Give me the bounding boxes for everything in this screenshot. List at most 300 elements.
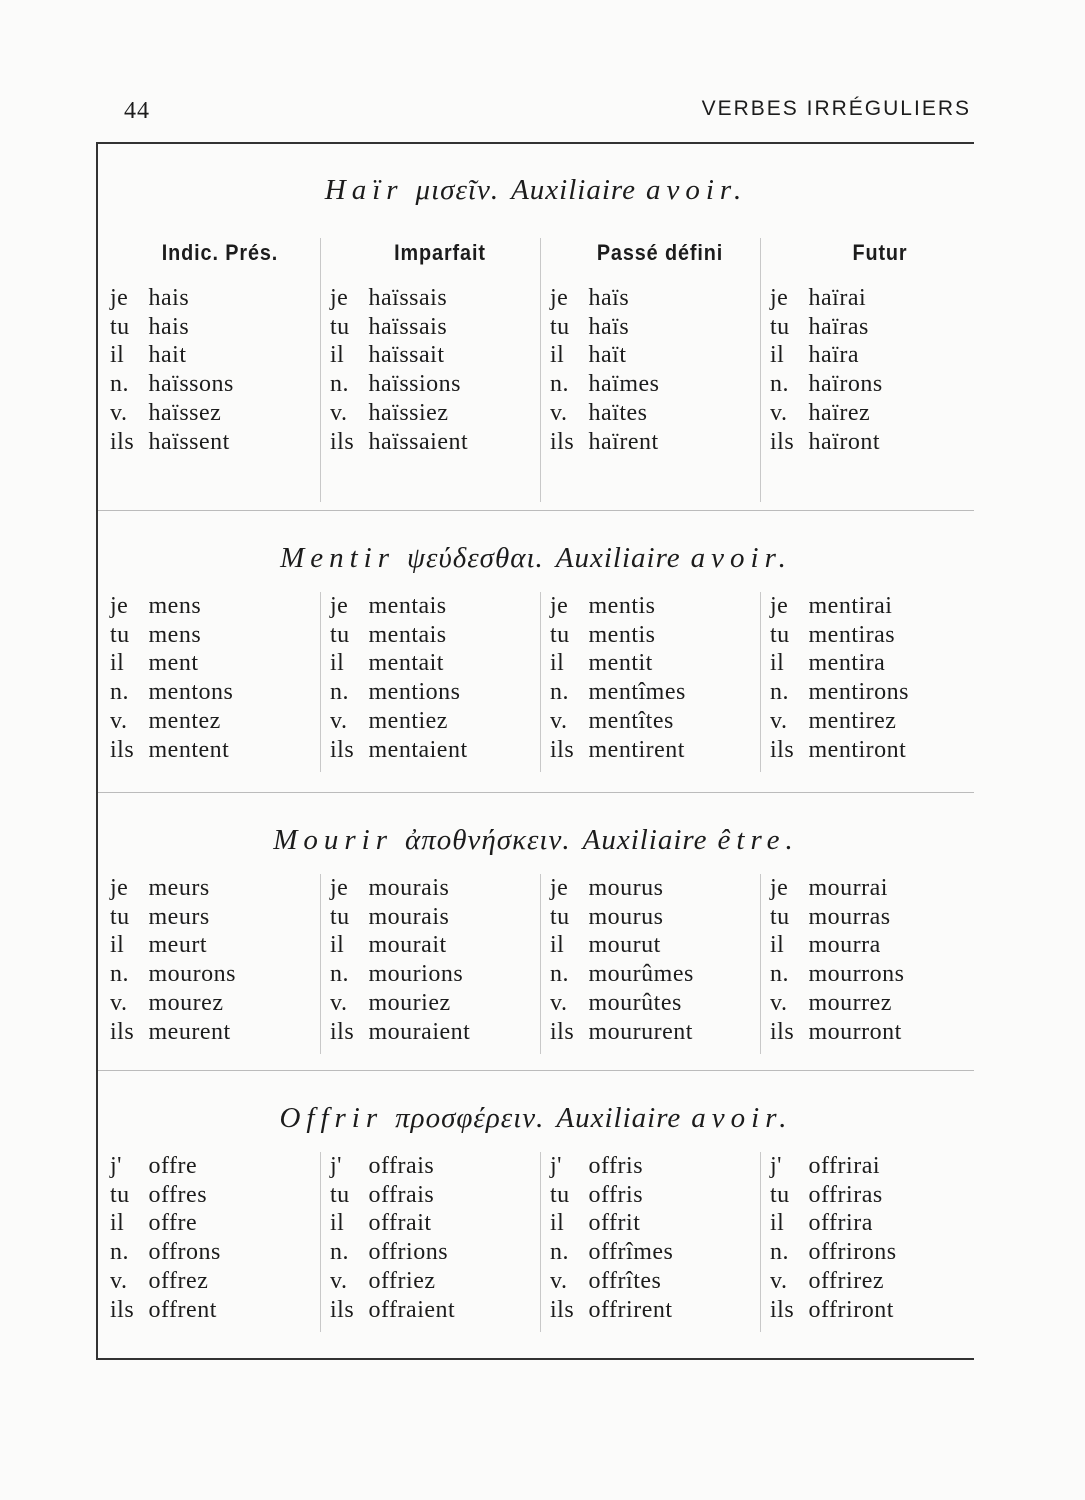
conjugated-form [330,1267,550,1296]
greek-translation: ψεύδεσθαι. [407,542,544,574]
conjugated-form [550,1018,770,1047]
verb-form: mourrai [802,875,888,901]
pronoun: v. [770,707,788,734]
conjugated-form [110,736,330,765]
pronoun: ils [330,736,355,763]
verb-form: hais [142,285,190,311]
verb-name: Offrir [279,1102,384,1134]
verb-form: mentait [362,650,444,677]
verb-form: mouriez [362,989,451,1016]
auxiliary-label: Auxiliaire [582,824,708,856]
conjugated-form [550,1209,770,1238]
tense-column [330,592,550,764]
pronoun: v. [550,989,568,1016]
auxiliary-verb: être. [717,824,799,856]
verb-form: mentirons [802,679,909,706]
pronoun: je [330,593,349,619]
pronoun: tu [550,313,570,340]
conjugated-form [330,1152,550,1181]
verb-form: haïssions [362,371,462,398]
verb-name: Mourir [273,824,394,856]
conjugated-form [330,1296,550,1325]
pronoun: il [330,650,345,677]
tense-column [550,1152,770,1324]
conjugated-form [770,370,990,399]
conjugated-form [770,1181,990,1210]
pronoun: je [550,285,569,311]
verb-form: mourus [582,903,664,930]
verb-form: offrons [142,1239,221,1266]
verb-form: mourait [362,932,447,959]
pronoun: n. [550,1239,569,1266]
conjugated-form [110,428,330,457]
conjugated-form [770,1018,990,1047]
conjugated-form [550,707,770,736]
pronoun: n. [550,371,569,398]
pronoun: je [770,875,789,901]
conjugated-form [330,1181,550,1210]
pronoun: n. [330,1239,349,1266]
verb-form: mourra [802,932,881,959]
verb-form: mentîtes [582,707,674,734]
tense-header: Imparfait [394,240,486,265]
verb-form: hais [142,313,190,340]
pronoun: n. [110,679,129,706]
pronoun: v. [550,1267,568,1294]
conjugated-form [550,313,770,342]
pronoun: n. [110,961,129,988]
verb-form: mentirai [802,593,893,619]
conjugated-form [550,649,770,678]
conjugated-form [770,313,990,342]
conjugated-form [110,313,330,342]
auxiliary-label: Auxiliaire [556,1102,682,1134]
conjugated-form [330,678,550,707]
tense-column [110,592,330,764]
page-number: 44 [124,98,150,124]
pronoun: je [330,875,349,901]
verb-form: mentions [362,679,461,706]
pronoun: ils [550,1018,575,1045]
verb-title [98,1102,974,1135]
conjugated-form [110,903,330,932]
tense-column [550,874,770,1046]
verb-form: offrirai [802,1153,881,1179]
conjugated-form [110,1018,330,1047]
verb-form: offrez [142,1267,209,1294]
verb-form: mentez [142,707,221,734]
pronoun: je [110,593,129,619]
pronoun: ils [770,1018,795,1045]
verb-form: offrirent [582,1296,673,1323]
pronoun: tu [110,903,130,930]
pronoun: il [330,1210,345,1237]
pronoun: v. [770,1267,788,1294]
conjugated-form [110,1296,330,1325]
verb-form: offres [142,1181,208,1208]
pronoun: ils [550,1296,575,1323]
conjugated-form [330,707,550,736]
conjugated-form [330,736,550,765]
pronoun: il [770,932,785,959]
verb-form: offriez [362,1267,436,1294]
pronoun: j' [770,1153,782,1179]
tense-column [330,238,550,456]
verb-form: meurent [142,1018,231,1045]
pronoun: tu [330,903,350,930]
verb-form: offris [582,1181,644,1208]
pronoun: v. [110,989,128,1016]
pronoun: v. [550,399,568,426]
pronoun: v. [110,707,128,734]
verb-form: haïssons [142,371,234,398]
pronoun: il [110,650,125,677]
conjugated-form [330,284,550,313]
verb-form: offrais [362,1181,435,1208]
pronoun: n. [330,371,349,398]
verb-form: haïssais [362,285,448,311]
conjugated-form [550,341,770,370]
conjugated-form [330,649,550,678]
verb-form: offrions [362,1239,449,1266]
verb-form: haïras [802,313,869,340]
pronoun: n. [770,961,789,988]
conjugated-form [550,1152,770,1181]
conjugated-form [770,678,990,707]
verb-section-mentir [98,510,974,792]
verb-form: mourais [362,903,450,930]
pronoun: ils [110,1018,135,1045]
verb-form: offrira [802,1210,873,1237]
conjugated-form [110,284,330,313]
verb-form: mentiez [362,707,448,734]
verb-form: offre [142,1210,198,1237]
pronoun: tu [330,1181,350,1208]
conjugated-form [770,874,990,903]
conjugated-form [110,592,330,621]
verb-form: mentira [802,650,886,677]
pronoun: ils [330,1296,355,1323]
verb-form: haïront [802,428,880,455]
pronoun: n. [550,961,569,988]
pronoun: v. [330,1267,348,1294]
auxiliary-verb: avoir. [690,542,792,574]
conjugated-form [330,313,550,342]
pronoun: il [330,342,345,369]
verb-form: haïmes [582,371,660,398]
conjugated-form [770,903,990,932]
conjugated-form [770,989,990,1018]
conjugated-form [110,399,330,428]
tense-column [770,874,990,1046]
verb-form: haïrent [582,428,659,455]
pronoun: tu [110,313,130,340]
pronoun: tu [110,1181,130,1208]
conjugated-form [770,341,990,370]
verb-form: mentent [142,736,230,763]
verb-form: hait [142,342,187,369]
verb-form: mourront [802,1018,902,1045]
tense-header: Passé défini [596,240,724,265]
verb-form: offris [582,1153,644,1179]
verb-form: haïssiez [362,399,449,426]
pronoun: il [550,650,565,677]
pronoun: tu [770,903,790,930]
pronoun: je [110,875,129,901]
conjugated-form [330,903,550,932]
verb-form: mentirez [802,707,897,734]
tense-column [330,874,550,1046]
conjugated-form [110,707,330,736]
verb-form: offrîtes [582,1267,662,1294]
conjugated-form [770,284,990,313]
verb-form: haïssait [362,342,445,369]
pronoun: v. [550,707,568,734]
verb-form: haïssent [142,428,230,455]
verb-form: mourions [362,961,464,988]
verb-form: mourais [362,875,450,901]
pronoun: v. [330,707,348,734]
pronoun: v. [110,1267,128,1294]
verb-form: mourus [582,875,664,901]
verb-form: mourons [142,961,236,988]
verb-form: offrirez [802,1267,885,1294]
pronoun: n. [330,679,349,706]
tense-column [770,1152,990,1324]
verb-form: offraient [362,1296,456,1323]
conjugated-form [770,649,990,678]
verb-name: Haïr [324,174,404,206]
verb-form: offrais [362,1153,435,1179]
conjugated-form [330,399,550,428]
conjugated-form [110,649,330,678]
pronoun: ils [330,428,355,455]
tense-column [110,1152,330,1324]
pronoun: je [550,875,569,901]
tense-column [770,592,990,764]
conjugated-form [770,960,990,989]
conjugated-form [110,1209,330,1238]
pronoun: j' [550,1153,562,1179]
conjugated-form [550,989,770,1018]
conjugated-form [770,1209,990,1238]
verb-form: mourrez [802,989,892,1016]
verb-form: offriront [802,1296,894,1323]
pronoun: ils [330,1018,355,1045]
pronoun: j' [330,1153,342,1179]
conjugated-form [770,428,990,457]
pronoun: ils [550,428,575,455]
conjugated-form [550,903,770,932]
conjugated-form [770,399,990,428]
pronoun: ils [110,1296,135,1323]
pronoun: il [550,1210,565,1237]
verb-form: haïtes [582,399,648,426]
conjugated-form [550,1181,770,1210]
tense-column [550,592,770,764]
conjugated-form [550,874,770,903]
verb-form: mouraient [362,1018,471,1045]
pronoun: v. [330,989,348,1016]
pronoun: j' [110,1153,122,1179]
pronoun: tu [770,621,790,648]
verb-form: mentiras [802,621,896,648]
verb-form: mens [142,593,202,619]
pronoun: ils [770,428,795,455]
conjugated-form [330,592,550,621]
verb-form: mentit [582,650,653,677]
conjugated-form [110,874,330,903]
conjugated-form [770,592,990,621]
verb-form: offrîmes [582,1239,674,1266]
verb-form: mourûmes [582,961,694,988]
verb-form: mentis [582,621,656,648]
verb-form: mentais [362,593,447,619]
verb-form: moururent [582,1018,693,1045]
pronoun: ils [550,736,575,763]
conjugated-form [330,370,550,399]
pronoun: n. [770,679,789,706]
verb-form: haïrez [802,399,871,426]
pronoun: n. [550,679,569,706]
verb-title [98,824,974,857]
conjugated-form [110,1181,330,1210]
verb-title [98,174,974,207]
tense-column [770,238,990,456]
pronoun: il [550,932,565,959]
conjugated-form [110,960,330,989]
verb-form: mourrons [802,961,905,988]
pronoun: tu [770,313,790,340]
verb-form: mourez [142,989,224,1016]
conjugated-form [110,989,330,1018]
verb-form: haïssaient [362,428,469,455]
conjugated-form [330,341,550,370]
conjugated-form [110,931,330,960]
tense-header: Indic. Prés. [161,240,279,265]
pronoun: ils [110,428,135,455]
verb-form: haïs [582,285,630,311]
pronoun: tu [110,621,130,648]
pronoun: je [550,593,569,619]
conjugated-form [550,960,770,989]
pronoun: je [330,285,349,311]
section-divider [98,792,974,793]
verb-form: haïs [582,313,630,340]
conjugated-form [770,1152,990,1181]
verb-form: offrent [142,1296,217,1323]
conjugated-form [550,399,770,428]
conjugated-form [770,707,990,736]
pronoun: ils [110,736,135,763]
verb-form: mourûtes [582,989,682,1016]
conjugated-form [330,931,550,960]
conjugated-form [770,1296,990,1325]
conjugated-form [330,960,550,989]
verb-form: offrirons [802,1239,897,1266]
conjugated-form [550,428,770,457]
verb-form: meurt [142,932,207,959]
pronoun: il [110,1210,125,1237]
verb-form: ment [142,650,199,677]
pronoun: il [550,342,565,369]
verb-form: offrait [362,1210,432,1237]
verb-section-offrir [98,1070,974,1358]
tense-column [110,238,330,456]
conjugated-form [330,428,550,457]
pronoun: v. [770,399,788,426]
conjugated-form [110,370,330,399]
verb-form: offriras [802,1181,883,1208]
verb-form: mentirent [582,736,685,763]
conjugated-form [770,1238,990,1267]
conjugated-form [770,1267,990,1296]
conjugated-form [110,1152,330,1181]
pronoun: n. [770,371,789,398]
pronoun: ils [770,736,795,763]
verb-form: meurs [142,875,210,901]
pronoun: il [110,342,125,369]
verb-title [98,542,974,575]
conjugated-form [770,736,990,765]
verb-form: mentîmes [582,679,686,706]
verb-form: haïssez [142,399,222,426]
verb-form: mourut [582,932,661,959]
section-divider [98,1070,974,1071]
pronoun: ils [770,1296,795,1323]
pronoun: je [770,285,789,311]
verb-form: offrit [582,1210,641,1237]
pronoun: je [110,285,129,311]
verb-form: haït [582,342,627,369]
verb-form: mentiront [802,736,907,763]
conjugated-form [330,1238,550,1267]
conjugated-form [550,678,770,707]
tense-column [330,1152,550,1324]
conjugation-table-frame [96,142,974,1360]
conjugated-form [550,736,770,765]
greek-translation: μισεῖν. [415,174,500,206]
verb-form: mens [142,621,202,648]
pronoun: il [110,932,125,959]
conjugated-form [330,621,550,650]
pronoun: v. [770,989,788,1016]
verb-form: haïrai [802,285,867,311]
conjugated-form [550,1238,770,1267]
conjugated-form [330,874,550,903]
conjugated-form [770,931,990,960]
pronoun: v. [110,399,128,426]
verb-form: offre [142,1153,198,1179]
conjugated-form [770,621,990,650]
conjugated-form [550,284,770,313]
verb-form: haïra [802,342,859,369]
pronoun: tu [330,621,350,648]
auxiliary-label: Auxiliaire [511,174,636,206]
conjugated-form [330,989,550,1018]
conjugated-form [110,341,330,370]
verb-form: mentis [582,593,656,619]
conjugated-form [110,678,330,707]
conjugated-form [110,1267,330,1296]
conjugated-form [550,1267,770,1296]
conjugated-form [330,1209,550,1238]
greek-translation: προσφέρειν. [395,1102,545,1134]
verb-section-mourir [98,792,974,1070]
greek-translation: ἀποθνήσκειν. [405,824,571,856]
verb-form: haïssais [362,313,448,340]
pronoun: je [770,593,789,619]
